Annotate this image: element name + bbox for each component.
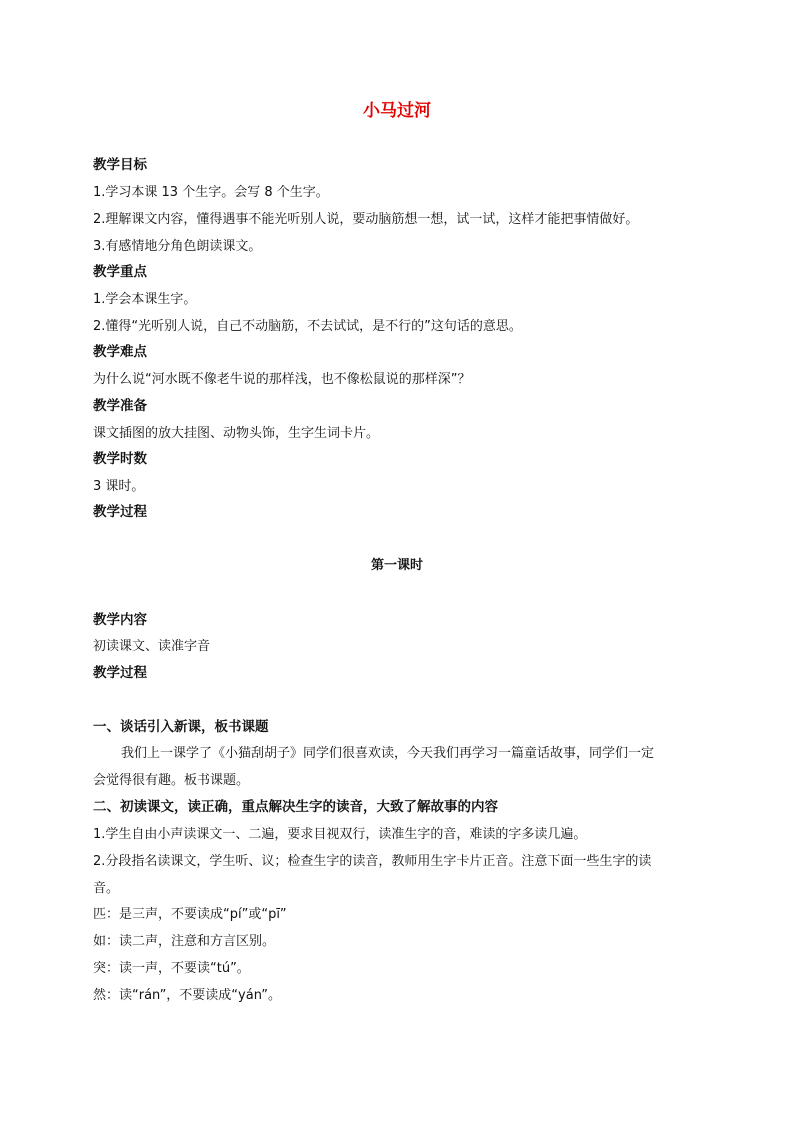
pronunciation-note: 如：读二声，注意和方言区别。 [93, 934, 276, 949]
goal-item: 2.理解课文内容，懂得遇事不能光听别人说，要动脑筋想一想，试一试，这样才能把事情做好。 [93, 212, 639, 227]
heading-teaching-difficulty: 教学难点 [93, 344, 147, 360]
section-heading-2: 二、初读课文，读正确，重点解决生字的读音，大致了解故事的内容 [93, 799, 498, 815]
goal-item: 3.有感情地分角色朗读课文。 [93, 239, 262, 254]
document-title: 小马过河 [363, 101, 431, 121]
pronunciation-note: 匹：是三声，不要读成“pí”或“pī” [93, 907, 287, 922]
section-heading-1: 一、谈话引入新课，板书课题 [93, 719, 269, 735]
step-item: 1.学生自由小声读课文一、二遍，要求目视双行，读准生字的音，难读的字多读几遍。 [93, 827, 587, 842]
focus-item: 1.学会本课生字。 [93, 292, 197, 307]
pronunciation-note: 突：读一声，不要读“tú”。 [93, 961, 250, 976]
pronunciation-note: 然：读“rán”，不要读成“yán”。 [93, 988, 281, 1003]
preparation-item: 课文插图的放大挂图、动物头饰，生字生词卡片。 [93, 426, 380, 441]
heading-teaching-goals: 教学目标 [93, 157, 147, 173]
focus-item: 2.懂得“光听别人说，自己不动脑筋，不去试试，是不行的”这句话的意思。 [93, 319, 522, 334]
heading-teaching-content: 教学内容 [93, 612, 147, 628]
step-item-continued: 音。 [93, 881, 120, 896]
heading-teaching-hours: 教学时数 [93, 451, 147, 467]
content-item: 初读课文、读准字音 [93, 639, 211, 654]
heading-teaching-preparation: 教学准备 [93, 398, 147, 414]
goal-item: 1.学习本课 13 个生字。会写 8 个生字。 [93, 185, 329, 200]
lesson-heading: 第一课时 [370, 558, 423, 573]
difficulty-item: 为什么说“河水既不像老牛说的那样浅，也不像松鼠说的那样深”？ [93, 372, 471, 387]
hours-item: 3 课时。 [93, 479, 145, 494]
heading-teaching-process: 教学过程 [93, 504, 147, 520]
paragraph-line: 会觉得很有趣。板书课题。 [93, 773, 250, 788]
heading-teaching-process-2: 教学过程 [93, 665, 147, 681]
step-item: 2.分段指名读课文，学生听、议；检查生字的读音，教师用生字卡片正音。注意下面一些生字的读 [93, 854, 652, 869]
paragraph-line: 我们上一课学了《小猫刮胡子》同学们很喜欢读，今天我们再学习一篇童话故事，同学们一定 [121, 746, 655, 761]
heading-teaching-focus: 教学重点 [93, 264, 147, 280]
